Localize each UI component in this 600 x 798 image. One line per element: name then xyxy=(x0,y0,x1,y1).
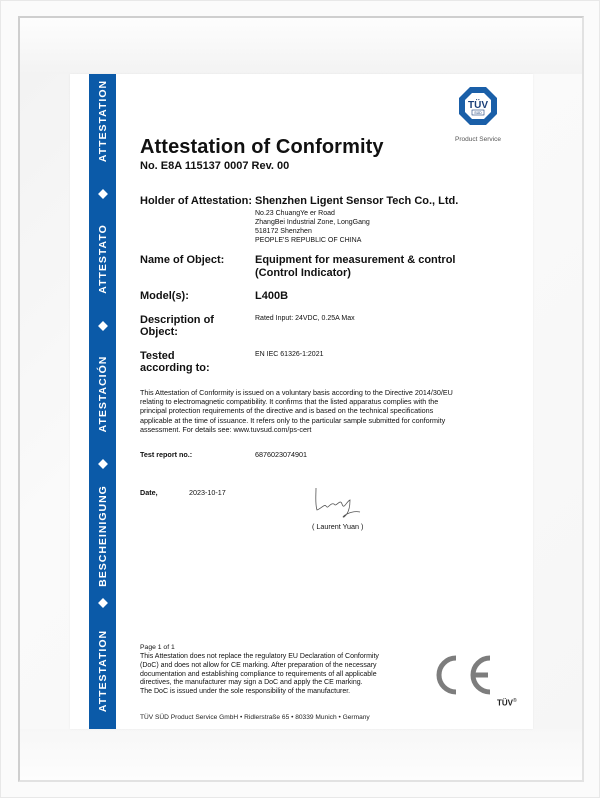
document-number: No. E8A 115137 0007 Rev. 00 xyxy=(140,160,290,172)
logo-caption: Product Service xyxy=(455,136,501,143)
description-label-line2: Object: xyxy=(140,326,178,338)
object-value-line1: Equipment for measurement & control xyxy=(255,254,456,266)
svg-text:SÜD: SÜD xyxy=(474,111,482,115)
diamond-icon xyxy=(98,459,108,469)
disclaimer-line: The DoC is issued under the sole responsibility of the manufacturer. xyxy=(140,688,351,696)
statement-line: This Attestation of Conformity is issued on a voluntary basis according to the Directive 2014/30/EU xyxy=(140,388,453,397)
page-indicator: Page 1 of 1 xyxy=(140,644,175,651)
statement-line: relating to electromagnetic compatibility. It confirms that the listed apparatus complies with the xyxy=(140,397,439,407)
signature-icon xyxy=(310,484,370,520)
statement-line: principal protection requirements of the directive and is based on the technical specifications xyxy=(140,406,434,416)
page-title: Attestation of Conformity xyxy=(140,136,384,158)
statement-line: assessment. For details see: www.tuvsud.com/ps-cert xyxy=(140,424,312,434)
frame-bevel-top xyxy=(20,18,582,74)
svg-text:TÜV: TÜV xyxy=(468,100,488,111)
address-line: ZhangBei Industrial Zone, LongGang xyxy=(255,219,370,226)
statement-line: applicable at the time of issuance. It refers only to the particular sample submitted for conformity xyxy=(140,415,446,425)
diamond-icon xyxy=(98,321,108,331)
tested-value: EN IEC 61326-1:2021 xyxy=(255,351,324,358)
certificate-paper xyxy=(70,74,533,729)
tuv-sud-logo-icon xyxy=(458,86,498,126)
holder-value: Shenzhen Ligent Sensor Tech Co., Ltd. xyxy=(255,195,459,207)
side-stripe xyxy=(89,74,116,729)
address-line: PEOPLE'S REPUBLIC OF CHINA xyxy=(255,237,362,244)
object-value-line2: (Control Indicator) xyxy=(255,267,351,279)
stripe-word: ATTESTATO xyxy=(96,224,109,294)
date-label: Date, xyxy=(140,488,158,497)
tested-label-line2: according to: xyxy=(140,362,210,374)
disclaimer-line: This Attestation does not replace the regulatory EU Declaration of Conformity xyxy=(140,653,379,660)
footer-address: TÜV SÜD Product Service GmbH • Ridlerstraße 65 • 80339 Munich • Germany xyxy=(140,714,370,721)
address-line: No.23 ChuangYe er Road xyxy=(255,210,335,217)
diamond-icon xyxy=(98,598,108,608)
address-line: 518172 Shenzhen xyxy=(255,228,312,235)
statement-paragraph xyxy=(140,388,515,434)
description-value: Rated Input: 24VDC, 0.25A Max xyxy=(255,315,355,322)
test-report-value: 6876023074901 xyxy=(255,450,307,459)
disclaimer-line: directives, the manufacturer may sign a DoC and apply the CE marking. xyxy=(140,679,363,687)
stripe-word: BESCHEINIGUNG xyxy=(96,485,109,587)
holder-label: Holder of Attestation: xyxy=(140,195,253,207)
ce-mark-icon xyxy=(428,654,498,696)
description-label-line1: Description of xyxy=(140,314,214,326)
disclaimer-line: (DoC) and does not allow for CE marking. After preparation of the necessary xyxy=(140,661,377,669)
signatory-name: ( Laurent Yuan ) xyxy=(312,522,364,531)
stripe-word: ATTESTATION xyxy=(96,629,109,713)
stripe-word: ATESTACIÓN xyxy=(96,355,109,433)
frame-bevel-bottom xyxy=(20,729,582,780)
diamond-icon xyxy=(98,189,108,199)
tuv-mark: TÜV® xyxy=(497,698,517,708)
tested-label-line1: Tested xyxy=(140,350,175,362)
models-value: L400B xyxy=(255,290,289,302)
test-report-label: Test report no.: xyxy=(140,450,193,459)
stripe-word: ATTESTATION xyxy=(96,79,109,163)
disclaimer-paragraph xyxy=(140,653,440,697)
disclaimer-line: documentation and establishing compliance to requirements of all applicable xyxy=(140,670,377,678)
models-label: Model(s): xyxy=(140,290,189,302)
date-value: 2023-10-17 xyxy=(189,488,226,497)
object-label: Name of Object: xyxy=(140,254,225,266)
